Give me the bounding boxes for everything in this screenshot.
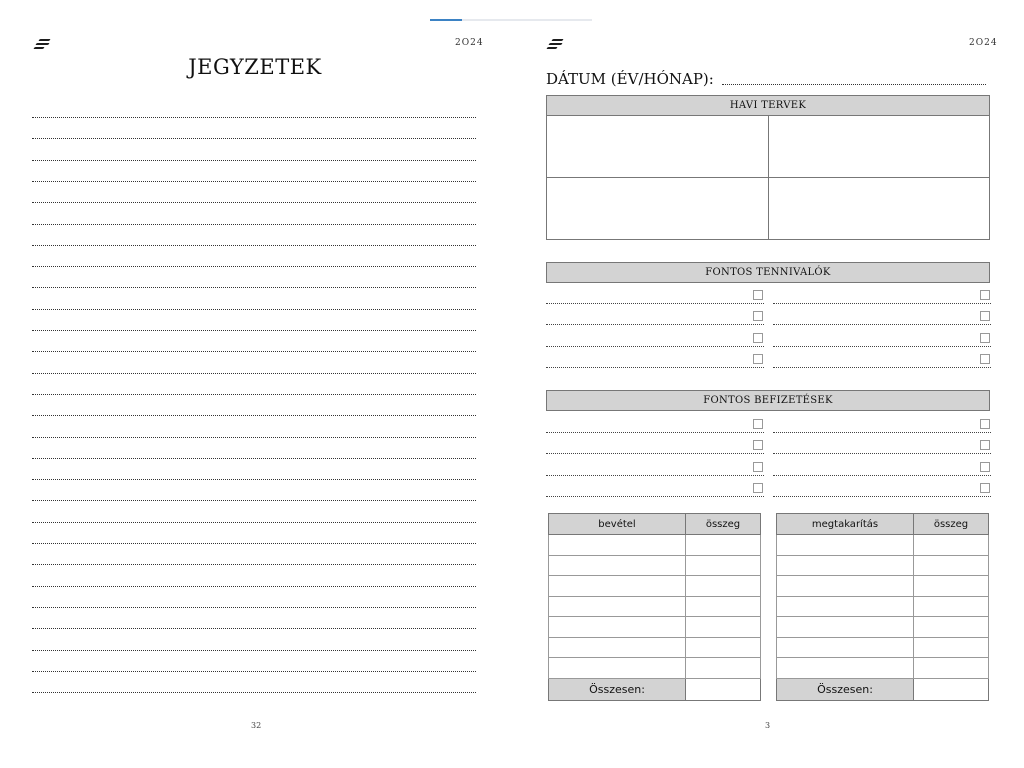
- checkbox-icon[interactable]: [753, 462, 763, 472]
- income-total-label: Összesen:: [549, 678, 686, 700]
- note-line[interactable]: [32, 564, 476, 565]
- checkbox-icon[interactable]: [753, 354, 763, 364]
- payment-line[interactable]: [773, 453, 991, 454]
- checkbox-icon[interactable]: [753, 290, 763, 300]
- note-line[interactable]: [32, 415, 476, 416]
- checkbox-icon[interactable]: [980, 333, 990, 343]
- note-line[interactable]: [32, 309, 476, 310]
- income-row: [549, 535, 761, 556]
- income-row: [549, 596, 761, 617]
- note-line[interactable]: [32, 138, 476, 139]
- payment-line[interactable]: [546, 432, 764, 433]
- amount-cell[interactable]: [686, 658, 761, 679]
- note-line[interactable]: [32, 692, 476, 693]
- amount-cell[interactable]: [686, 555, 761, 576]
- amount-cell[interactable]: [914, 637, 989, 658]
- payment-line[interactable]: [546, 475, 764, 476]
- income-row: [549, 637, 761, 658]
- income-table: [548, 513, 761, 701]
- todo-line[interactable]: [546, 324, 764, 325]
- checkbox-icon[interactable]: [753, 483, 763, 493]
- income-row: [549, 617, 761, 638]
- description-cell[interactable]: [777, 576, 914, 597]
- checkbox-icon[interactable]: [980, 311, 990, 321]
- note-line[interactable]: [32, 181, 476, 182]
- checkbox-icon[interactable]: [980, 419, 990, 429]
- amount-cell[interactable]: [686, 637, 761, 658]
- savings-rows: [777, 535, 989, 679]
- amount-cell[interactable]: [686, 576, 761, 597]
- description-cell[interactable]: [777, 658, 914, 679]
- note-line[interactable]: [32, 330, 476, 331]
- note-line[interactable]: [32, 266, 476, 267]
- savings-row: [777, 576, 989, 597]
- checkbox-icon[interactable]: [753, 440, 763, 450]
- checkbox-icon[interactable]: [753, 333, 763, 343]
- monthly-plans-grid[interactable]: [546, 116, 990, 240]
- payment-line[interactable]: [773, 475, 991, 476]
- note-line[interactable]: [32, 351, 476, 352]
- right-page-number: 3: [765, 721, 771, 730]
- income-rows: [549, 535, 761, 679]
- amount-cell[interactable]: [914, 658, 989, 679]
- left-year: 2O24: [455, 38, 484, 48]
- amount-cell[interactable]: [686, 596, 761, 617]
- savings-row: [777, 555, 989, 576]
- savings-row: [777, 617, 989, 638]
- note-line[interactable]: [32, 628, 476, 629]
- description-cell[interactable]: [777, 617, 914, 638]
- payment-line[interactable]: [546, 453, 764, 454]
- description-cell[interactable]: [549, 535, 686, 556]
- description-cell[interactable]: [549, 617, 686, 638]
- description-cell[interactable]: [549, 596, 686, 617]
- income-row: [549, 555, 761, 576]
- checkbox-icon[interactable]: [980, 462, 990, 472]
- note-line[interactable]: [32, 437, 476, 438]
- logo-icon: [33, 38, 53, 52]
- savings-row: [777, 535, 989, 556]
- note-line[interactable]: [32, 394, 476, 395]
- description-cell[interactable]: [777, 637, 914, 658]
- amount-cell[interactable]: [914, 617, 989, 638]
- note-line[interactable]: [32, 117, 476, 118]
- date-write-line[interactable]: [722, 84, 986, 85]
- description-cell[interactable]: [549, 576, 686, 597]
- todo-line[interactable]: [773, 324, 991, 325]
- checkbox-icon[interactable]: [753, 311, 763, 321]
- todo-line[interactable]: [773, 303, 991, 304]
- todo-line[interactable]: [546, 346, 764, 347]
- amount-cell[interactable]: [914, 596, 989, 617]
- todo-line[interactable]: [546, 303, 764, 304]
- income-total-cell[interactable]: [686, 678, 761, 700]
- amount-cell[interactable]: [686, 617, 761, 638]
- amount-cell[interactable]: [914, 535, 989, 556]
- savings-table: [776, 513, 989, 701]
- note-line[interactable]: [32, 224, 476, 225]
- note-line[interactable]: [32, 543, 476, 544]
- todo-line[interactable]: [773, 367, 991, 368]
- monthly-plans-header: HAVI TERVEK: [546, 95, 990, 116]
- todo-line[interactable]: [546, 367, 764, 368]
- income-row: [549, 658, 761, 679]
- savings-total-label: Összesen:: [777, 678, 914, 700]
- date-label: DÁTUM (ÉV/HÓNAP):: [546, 70, 714, 88]
- right-year: 2O24: [969, 38, 998, 48]
- page-title: JEGYZETEK: [188, 55, 322, 79]
- note-line[interactable]: [32, 202, 476, 203]
- payment-line[interactable]: [773, 496, 991, 497]
- checkbox-icon[interactable]: [980, 290, 990, 300]
- note-line[interactable]: [32, 458, 476, 459]
- important-payments-header: FONTOS BEFIZETÉSEK: [546, 390, 990, 411]
- checkbox-icon[interactable]: [753, 419, 763, 429]
- amount-column-header: összeg: [914, 514, 989, 535]
- amount-cell[interactable]: [914, 576, 989, 597]
- payment-line[interactable]: [546, 496, 764, 497]
- savings-column-header: megtakarítás: [777, 514, 914, 535]
- note-line[interactable]: [32, 479, 476, 480]
- checkbox-icon[interactable]: [980, 354, 990, 364]
- income-row: [549, 576, 761, 597]
- savings-total-cell[interactable]: [914, 678, 989, 700]
- todo-line[interactable]: [773, 346, 991, 347]
- checkbox-icon[interactable]: [980, 483, 990, 493]
- payment-line[interactable]: [773, 432, 991, 433]
- description-cell[interactable]: [549, 658, 686, 679]
- description-cell[interactable]: [549, 637, 686, 658]
- note-line[interactable]: [32, 607, 476, 608]
- logo-icon: [546, 38, 566, 52]
- savings-row: [777, 596, 989, 617]
- note-line[interactable]: [32, 245, 476, 246]
- savings-row: [777, 637, 989, 658]
- important-todos-header: FONTOS TENNIVALÓK: [546, 262, 990, 283]
- description-cell[interactable]: [777, 535, 914, 556]
- note-line[interactable]: [32, 522, 476, 523]
- description-cell[interactable]: [777, 596, 914, 617]
- note-line[interactable]: [32, 160, 476, 161]
- viewer-progress-bar: [430, 19, 592, 21]
- savings-row: [777, 658, 989, 679]
- note-line[interactable]: [32, 650, 476, 651]
- note-line[interactable]: [32, 500, 476, 501]
- note-line[interactable]: [32, 287, 476, 288]
- amount-column-header: összeg: [686, 514, 761, 535]
- description-cell[interactable]: [549, 555, 686, 576]
- amount-cell[interactable]: [914, 555, 989, 576]
- amount-cell[interactable]: [686, 535, 761, 556]
- note-line[interactable]: [32, 671, 476, 672]
- income-column-header: bevétel: [549, 514, 686, 535]
- grid-divider: [547, 177, 989, 178]
- note-line[interactable]: [32, 586, 476, 587]
- checkbox-icon[interactable]: [980, 440, 990, 450]
- date-field[interactable]: [546, 70, 986, 90]
- description-cell[interactable]: [777, 555, 914, 576]
- note-line[interactable]: [32, 373, 476, 374]
- left-page-number: 32: [251, 721, 262, 730]
- viewer-progress-fill: [430, 19, 462, 21]
